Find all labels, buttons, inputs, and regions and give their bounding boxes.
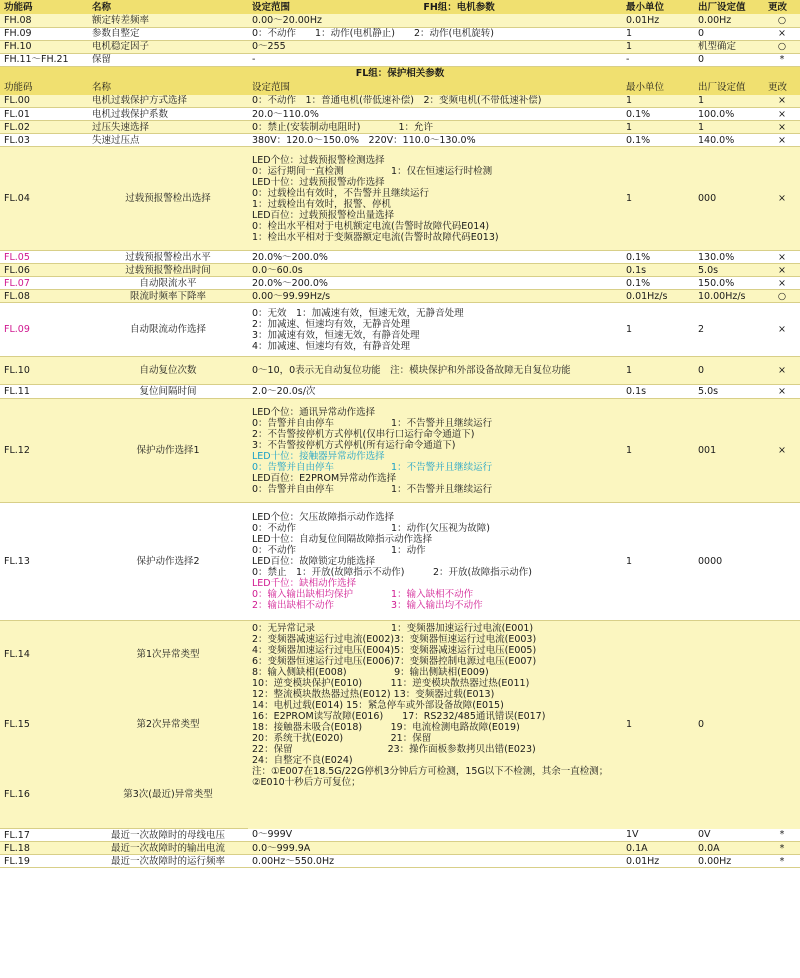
table-row	[0, 399, 800, 503]
group-title: FL组：保护相关参数	[0, 66, 800, 81]
unit-cell: 0.1%	[622, 108, 694, 121]
code-cell: FH.11～FH.21	[0, 53, 88, 66]
range-line: 380V：120.0～150.0% 220V：110.0～130.0%	[252, 134, 476, 146]
range-line: 20.0%～200.0%	[252, 277, 328, 289]
change-cell: ×	[764, 251, 800, 264]
change-cell: ×	[764, 303, 800, 357]
range-line: 0：禁止 1：开放(故障指示不动作) 2：开放(故障指示动作)	[252, 567, 532, 578]
fault-note: ②E010十秒后方可复位；	[252, 777, 361, 788]
code-cell: FL.02	[0, 121, 88, 134]
unit-cell: 0.1s	[622, 264, 694, 277]
name-cell: 过压失速选择	[88, 121, 248, 134]
range-line: 0.0～60.0s	[252, 264, 303, 276]
default-cell: 5.0s	[694, 264, 764, 277]
range-line: LED个位：欠压故障指示动作选择	[252, 512, 395, 523]
table-row	[0, 264, 800, 277]
group-title: FH组：电机参数	[423, 1, 495, 13]
table-row	[0, 95, 800, 108]
range-cell	[248, 855, 622, 868]
change-cell: *	[764, 53, 800, 66]
fault-type-line: 2：变频器减速运行过电流(E002)3：变频器恒速运行过电流(E003)	[252, 634, 537, 645]
range-line: 0：不动作 1：动作(电机静止) 2：动作(电机旋转)	[252, 28, 494, 39]
table-row	[0, 290, 800, 303]
range-line: 0：告警并自由停车 1：不告警并且继续运行	[252, 483, 493, 495]
unit-cell: 1	[622, 303, 694, 357]
range-line: LED十位：自动复位间隔故障指示动作选择	[252, 534, 433, 545]
range-line: 20.0%～200.0%	[252, 251, 328, 263]
table-row	[0, 503, 800, 621]
range-cell	[248, 95, 622, 108]
range-line: 3：加减速有效，恒速无效，有静音处理	[252, 329, 420, 341]
change-cell: ○	[764, 14, 800, 27]
range-line: 2：不告警按停机方式停机(仅串行口运行命令通道下)	[252, 428, 475, 440]
unit-cell: 0.01Hz/s	[622, 290, 694, 303]
name-cell: 第1次异常类型	[88, 621, 248, 689]
header-default: 出厂设定值	[694, 81, 764, 95]
fault-type-line: 0：无异常记录 1：变频器加速运行过电流(E001)	[252, 623, 534, 634]
code-cell: FH.08	[0, 14, 88, 27]
unit-cell: 0.01Hz	[622, 855, 694, 868]
fault-note: 注：①E007在18.5G/22G停机3分钟后方可检测，15G以下不检测，其余一直检测；	[252, 766, 609, 777]
name-cell: 保留	[88, 53, 248, 66]
range-line: 3：不告警按停机方式停机(所有运行命令通道下)	[252, 439, 456, 451]
default-cell: 10.00Hz/s	[694, 290, 764, 303]
range-line: 0：检出水平相对于电机额定电流(告警时故障代码E014)	[252, 220, 490, 232]
name-cell: 电机过载保护方式选择	[88, 95, 248, 108]
change-cell: ×	[764, 95, 800, 108]
range-cell	[248, 357, 622, 385]
table-row	[0, 303, 800, 357]
name-cell: 过载预报警检出选择	[88, 147, 248, 251]
range-cell	[248, 829, 622, 842]
code-cell: FL.13	[0, 503, 88, 621]
default-cell: 150.0%	[694, 277, 764, 290]
name-cell: 电机过载保护系数	[88, 108, 248, 121]
range-line: 0～999V	[252, 829, 293, 841]
range-line: LED百位：E2PROM异常动作选择	[252, 472, 397, 484]
change-cell: ○	[764, 290, 800, 303]
default-cell: 0	[694, 27, 764, 40]
unit-cell: 1	[622, 503, 694, 621]
change-cell: *	[764, 829, 800, 842]
header-unit: 最小单位	[622, 0, 694, 14]
code-cell: FL.07	[0, 277, 88, 290]
table-row	[0, 855, 800, 868]
code-cell: FL.16	[0, 761, 88, 829]
name-cell: 失速过压点	[88, 134, 248, 147]
fault-type-line: 20：系统干扰(E020) 21：保留	[252, 733, 432, 744]
range-line: 0：输入输出缺相均保护 1：输入缺相不动作	[252, 589, 474, 600]
range-cell	[248, 385, 622, 399]
range-line: LED千位：缺相动作选择	[252, 578, 357, 589]
code-cell: FH.10	[0, 40, 88, 53]
code-cell: FH.09	[0, 27, 88, 40]
range-cell	[248, 147, 622, 251]
range-cell	[248, 108, 622, 121]
default-cell: 001	[694, 399, 764, 503]
range-line: 20.0～110.0%	[252, 108, 319, 120]
range-cell	[248, 134, 622, 147]
fh-header-row	[0, 0, 800, 14]
range-cell	[248, 290, 622, 303]
table-row	[0, 357, 800, 385]
unit-cell: 1	[622, 357, 694, 385]
range-line: 2：输出缺相不动作 3：输入输出均不动作	[252, 600, 483, 611]
change-cell: ×	[764, 264, 800, 277]
name-cell: 保护动作选择1	[88, 399, 248, 503]
range-line: 0：不动作 1：动作(欠压视为故障)	[252, 523, 491, 534]
range-cell	[248, 842, 622, 855]
range-line: 0：禁止(安装制动电阻时) 1：允许	[252, 121, 434, 133]
default-cell: 0V	[694, 829, 764, 842]
fault-type-line: 10：逆变模块保护(E010) 11：逆变模块散热器过热(E011)	[252, 678, 530, 689]
fault-type-line: 16：E2PROM读写故障(E016) 17：RS232/485通讯错误(E017)	[252, 711, 546, 722]
table-row	[0, 27, 800, 40]
unit-cell: 1	[622, 121, 694, 134]
code-cell: FL.12	[0, 399, 88, 503]
range-cell	[248, 303, 622, 357]
default-cell: 0	[694, 53, 764, 66]
table-row	[0, 621, 800, 689]
change-cell: *	[764, 842, 800, 855]
name-cell: 最近一次故障时的输出电流	[88, 842, 248, 855]
default-cell: 5.0s	[694, 385, 764, 399]
header-name: 名称	[88, 81, 248, 95]
change-cell: ×	[764, 357, 800, 385]
header-code: 功能码	[0, 81, 88, 95]
change-cell: ×	[764, 147, 800, 251]
header-range: 设定范围	[248, 81, 622, 95]
range-line: 0～10，0表示无自动复位功能 注：模块保护和外部设备故障无自复位功能	[252, 365, 571, 376]
range-line: 0：不动作 1：动作	[252, 545, 426, 556]
range-line: 0：过载检出有效时，不告警并且继续运行	[252, 187, 430, 199]
fault-type-list	[248, 621, 622, 829]
range-line: 4：加减速、恒速均有效，有静音处理	[252, 340, 411, 352]
name-cell: 额定转差频率	[88, 14, 248, 27]
name-cell: 最近一次故障时的母线电压	[88, 829, 248, 842]
fault-type-line: 8：输入侧缺相(E008) 9：输出侧缺相(E009)	[252, 667, 489, 678]
range-line: 1：检出水平相对于变频器额定电流(告警时故障代码E013)	[252, 231, 499, 243]
fault-type-line: 12：整流模块散热器过热(E012) 13：变频器过载(E013)	[252, 689, 495, 700]
table-row	[0, 251, 800, 264]
unit-cell: -	[622, 53, 694, 66]
change-cell: *	[764, 855, 800, 868]
code-cell: FL.04	[0, 147, 88, 251]
code-cell: FL.09	[0, 303, 88, 357]
range-line: 0：运行期间一直检测 1：仅在恒速运行时检测	[252, 165, 493, 177]
range-cell	[248, 53, 622, 66]
change-cell: ×	[764, 385, 800, 399]
table-row	[0, 842, 800, 855]
fh-group-title	[248, 0, 622, 14]
range-cell	[248, 399, 622, 503]
fault-type-line: 14：电机过载(E014) 15：紧急停车或外部设备故障(E015)	[252, 700, 504, 711]
range-cell	[248, 27, 622, 40]
code-cell: FL.11	[0, 385, 88, 399]
name-cell: 第3次(最近)异常类型	[88, 761, 248, 829]
fault-type-line: 22：保留 23：操作面板参数拷贝出错(E023)	[252, 744, 536, 755]
unit-cell: 1	[622, 27, 694, 40]
code-cell: FL.00	[0, 95, 88, 108]
header-range: 设定范围	[252, 1, 291, 13]
table-row	[0, 829, 800, 842]
table-row	[0, 277, 800, 290]
range-line: 0.00～20.00Hz	[252, 14, 322, 26]
range-line: 1：过载检出有效时，报警、停机	[252, 198, 392, 210]
fault-type-line: 6：变频器恒速运行过电压(E006)7：变频器控制电源过电压(E007)	[252, 656, 537, 667]
range-line: 0～255	[252, 41, 286, 52]
name-cell: 第2次异常类型	[88, 689, 248, 761]
table-row	[0, 108, 800, 121]
range-line: 2.0～20.0s/次	[252, 386, 316, 397]
code-cell: FL.06	[0, 264, 88, 277]
table-row	[0, 121, 800, 134]
table-row	[0, 53, 800, 66]
table-row	[0, 147, 800, 251]
name-cell: 自动限流动作选择	[88, 303, 248, 357]
default-cell: 2	[694, 303, 764, 357]
default-cell: 1	[694, 95, 764, 108]
code-cell: FL.03	[0, 134, 88, 147]
unit-cell: 0.01Hz	[622, 14, 694, 27]
change-cell: ○	[764, 40, 800, 53]
unit-cell: 0.1%	[622, 251, 694, 264]
default-cell: 0	[694, 621, 764, 829]
range-line: -	[252, 54, 256, 65]
change-cell	[764, 621, 800, 829]
header-change: 更改	[764, 0, 800, 14]
change-cell: ×	[764, 399, 800, 503]
range-line: 0：告警并自由停车 1：不告警并且继续运行	[252, 417, 493, 429]
range-line: LED十位：过载预报警动作选择	[252, 176, 385, 188]
default-cell: 机型确定	[694, 40, 764, 53]
name-cell: 过载预报警检出水平	[88, 251, 248, 264]
default-cell: 100.0%	[694, 108, 764, 121]
default-cell: 130.0%	[694, 251, 764, 264]
table-row	[0, 14, 800, 27]
range-line: LED个位：通讯异常动作选择	[252, 406, 376, 418]
unit-cell: 1V	[622, 829, 694, 842]
range-line: LED十位：接触器异常动作选择	[252, 450, 385, 462]
header-name: 名称	[88, 0, 248, 14]
code-cell: FL.14	[0, 621, 88, 689]
unit-cell: 1	[622, 95, 694, 108]
fault-type-line: 24：自整定不良(E024)	[252, 755, 353, 766]
default-cell: 1	[694, 121, 764, 134]
name-cell: 复位间隔时间	[88, 385, 248, 399]
code-cell: FL.18	[0, 842, 88, 855]
default-cell: 0000	[694, 503, 764, 621]
name-cell: 自动限流水平	[88, 277, 248, 290]
fl-header-row	[0, 81, 800, 95]
unit-cell: 1	[622, 399, 694, 503]
name-cell: 保护动作选择2	[88, 503, 248, 621]
range-cell	[248, 277, 622, 290]
code-cell: FL.15	[0, 689, 88, 761]
name-cell: 限流时频率下降率	[88, 290, 248, 303]
table-row	[0, 385, 800, 399]
default-cell: 140.0%	[694, 134, 764, 147]
code-cell: FL.08	[0, 290, 88, 303]
code-cell: FL.10	[0, 357, 88, 385]
range-cell	[248, 14, 622, 27]
unit-cell: 0.1s	[622, 385, 694, 399]
range-cell	[248, 264, 622, 277]
code-cell: FL.19	[0, 855, 88, 868]
fl-title-row	[0, 66, 800, 81]
name-cell: 电机稳定因子	[88, 40, 248, 53]
range-line: 2：加减速、恒速均有效，无静音处理	[252, 318, 411, 330]
code-cell: FL.01	[0, 108, 88, 121]
unit-cell: 1	[622, 40, 694, 53]
range-cell	[248, 503, 622, 621]
range-line: 0.00～99.99Hz/s	[252, 290, 331, 302]
code-cell: FL.05	[0, 251, 88, 264]
header-code: 功能码	[0, 0, 88, 14]
unit-cell: 1	[622, 147, 694, 251]
change-cell: ×	[764, 27, 800, 40]
range-line: 0：告警并自由停车 1：不告警并且继续运行	[252, 461, 493, 473]
header-default: 出厂设定值	[694, 0, 764, 14]
change-cell: ×	[764, 121, 800, 134]
name-cell: 参数自整定	[88, 27, 248, 40]
name-cell: 最近一次故障时的运行频率	[88, 855, 248, 868]
table-row	[0, 40, 800, 53]
range-line: LED个位：过载预报警检测选择	[252, 154, 385, 166]
change-cell: ×	[764, 108, 800, 121]
range-line: 0：不动作 1：普通电机(带低速补偿) 2：变频电机(不带低速补偿)	[252, 95, 542, 107]
range-line: 0.00Hz～550.0Hz	[252, 855, 335, 867]
default-cell: 000	[694, 147, 764, 251]
range-cell	[248, 40, 622, 53]
default-cell: 0.00Hz	[694, 855, 764, 868]
change-cell	[764, 503, 800, 621]
default-cell: 0	[694, 357, 764, 385]
unit-cell: 1	[622, 621, 694, 829]
name-cell: 过载预报警检出时间	[88, 264, 248, 277]
change-cell: ×	[764, 277, 800, 290]
range-line: 0：无效 1：加减速有效，恒速无效，无静音处理	[252, 307, 464, 319]
code-cell: FL.17	[0, 829, 88, 842]
unit-cell: 0.1%	[622, 277, 694, 290]
range-line: LED百位：故障锁定功能选择	[252, 556, 376, 567]
fault-type-line: 4：变频器加速运行过电压(E004)5：变频器减速运行过电压(E005)	[252, 645, 537, 656]
header-unit: 最小单位	[622, 81, 694, 95]
name-cell: 自动复位次数	[88, 357, 248, 385]
unit-cell: 0.1%	[622, 134, 694, 147]
range-cell	[248, 121, 622, 134]
range-line: 0.0～999.9A	[252, 842, 311, 854]
table-row	[0, 134, 800, 147]
default-cell: 0.0A	[694, 842, 764, 855]
range-cell	[248, 251, 622, 264]
change-cell: ×	[764, 134, 800, 147]
default-cell: 0.00Hz	[694, 14, 764, 27]
header-change: 更改	[764, 81, 800, 95]
unit-cell: 0.1A	[622, 842, 694, 855]
fault-type-line: 18：接触器未吸合(E018) 19：电流检测电路故障(E019)	[252, 722, 520, 733]
range-line: LED百位：过载预报警检出量选择	[252, 209, 395, 221]
